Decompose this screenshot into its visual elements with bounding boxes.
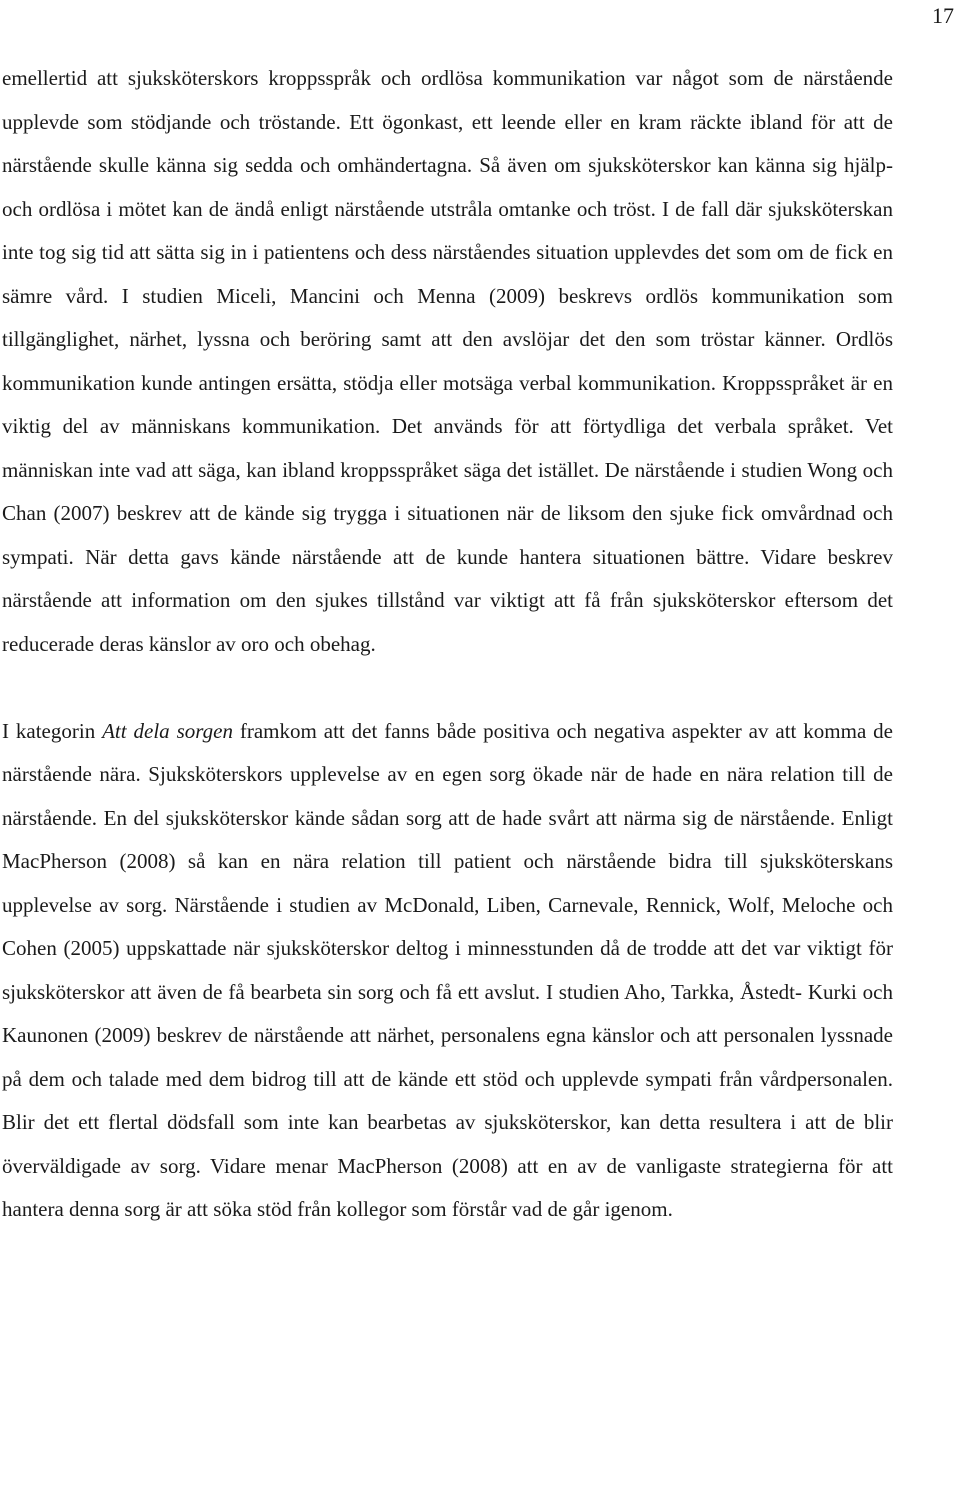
paragraph-nonverbal-communication: emellertid att sjuksköterskors kroppsspråk och ordlösa kommunikation var något som de närstående upplevde som stödjande och tröstande. Ett ögonkast, ett leende eller en kram räckte ibland för att de närstående skulle känna sig sedda och omhändertagna. Så även om sjuksköterskor kan känna sig hjälp- och ordlösa i mötet kan de ändå enligt närstående utstråla omtanke och tröst. I de fall där sjuksköterskan inte tog sig tid att sätta sig in i patientens och dess närståendes situation upplevdes det som om de fick en sämre vård. I studien Miceli, Mancini och Menna (2009) beskrevs ordlös kommunikation som tillgänglighet, närhet, lyssna och beröring samt att den avslöjar det den som tröstar känner. Ordlös kommunikation kunde antingen ersätta, stödja eller motsäga verbal kommunikation. Kroppsspråket är en viktig del av människans kommunikation. Det används för att förtydliga det verbala språket. Vet människan inte vad att säga, kan ibland kroppsspråket säga det istället. De närstående i studien Wong och Chan (2007) beskrev att de kände sig trygga i situationen när de liksom den sjuke fick omvårdnad och sympati. När detta gavs kände närstående att de kunde hantera situationen bättre. Vidare beskrev närstående att information om den sjukes tillstånd var viktigt att få från sjuksköterskor eftersom det reducerade deras känslor av oro och obehag. [2, 66, 893, 656]
paragraph-body-text: framkom att det fanns både positiva och negativa aspekter av att komma de närstående nära. Sjuksköterskors upplevelse av en egen sorg ökade när de hade en nära relation till de närstående. En del sjuksköterskor kände sådan sorg att de hade svårt att närma sig de närstående. Enligt MacPherson (2008) så kan en nära relation till patient och närstående bidra till sjuksköterskans upplevelse av sorg. Närstående i studien av McDonald, Liben, Carnevale, Rennick, Wolf, Meloche och Cohen (2005) uppskattade när sjuksköterskor deltog i minnesstunden då de trodde att det var viktigt för sjuksköterskor att även de få bearbeta sin sorg och få ett avslut. I studien Aho, Tarkka, Åstedt- Kurki och Kaunonen (2009) beskrev de närstående att närhet, personalens egna känslor och att personalen lyssnade på dem och talade med dem bidrog till att de kände ett stöd och upplevde sympati från vårdpersonalen. Blir det ett flertal dödsfall som inte kan bearbetas av sjuksköterskor, kan detta resultera i att de blir överväldigade av sorg. Vidare menar MacPherson (2008) att en av de vanligaste strategierna för att hantera denna sorg är att söka stöd från kollegor som förstår vad de går igenom. [2, 718, 894, 1221]
paragraph-lead-text: I kategorin [2, 718, 103, 743]
category-name-emphasis: Att dela sorgen [102, 718, 233, 743]
document-body [2, 57, 893, 1232]
page-number: 17 [932, 3, 954, 28]
paragraph-sharing-grief [2, 710, 893, 1232]
